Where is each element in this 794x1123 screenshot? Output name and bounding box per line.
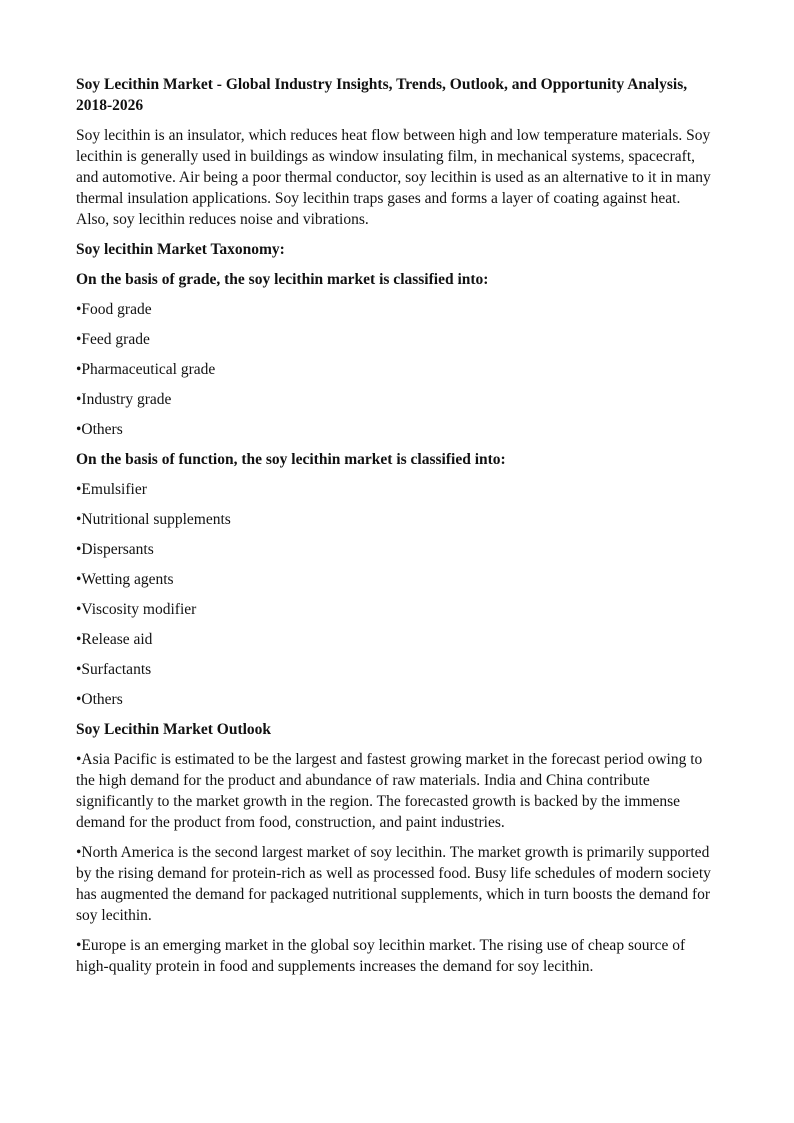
function-heading: On the basis of function, the soy lecithin market is classified into:: [76, 451, 506, 468]
list-item: •Food grade: [76, 301, 152, 318]
intro-paragraph: Soy lecithin is an insulator, which reduces heat flow between high and low temperature materials. Soy lecithin is generally used in buildings as window insulating film, in mechanical systems, spacecraft, and automotive. Air being a poor thermal conductor, soy lecithin is used as an alternative to it in many thermal insulation applications. Soy lecithin traps gases and forms a layer of coating against heat. Also, soy lecithin reduces noise and vibrations.: [76, 127, 711, 228]
document-page: [76, 74, 712, 986]
list-item: •Others: [76, 421, 123, 438]
list-item: •Viscosity modifier: [76, 601, 197, 618]
list-item: •Dispersants: [76, 541, 154, 558]
function-list: [76, 479, 712, 710]
grade-list: [76, 299, 712, 440]
outlook-paragraph-europe: •Europe is an emerging market in the global soy lecithin market. The rising use of cheap source of high-quality protein in food and supplements increases the demand for soy lecithin.: [76, 937, 686, 975]
outlook-paragraph-asia-pacific: •Asia Pacific is estimated to be the largest and fastest growing market in the forecast period owing to the high demand for the product and abundance of raw materials. India and China contribute significantly to the market growth in the region. The forecasted growth is backed by the immense demand for the product from food, construction, and paint industries.: [76, 751, 703, 831]
list-item: •Industry grade: [76, 391, 172, 408]
list-item: •Surfactants: [76, 661, 152, 678]
document-title: Soy Lecithin Market - Global Industry Insights, Trends, Outlook, and Opportunity Analysis, 2018-2026: [76, 76, 688, 114]
list-item: •Others: [76, 691, 123, 708]
grade-heading: On the basis of grade, the soy lecithin market is classified into:: [76, 271, 489, 288]
list-item: •Wetting agents: [76, 571, 174, 588]
list-item: •Feed grade: [76, 331, 150, 348]
list-item: •Emulsifier: [76, 481, 147, 498]
taxonomy-heading: Soy lecithin Market Taxonomy:: [76, 241, 285, 258]
outlook-paragraph-north-america: •North America is the second largest market of soy lecithin. The market growth is primarily supported by the rising demand for protein-rich as well as processed food. Busy life schedules of modern society has augmented the demand for packaged nutritional supplements, which in turn boosts the demand for soy lecithin.: [76, 844, 711, 924]
list-item: •Nutritional supplements: [76, 511, 231, 528]
list-item: •Release aid: [76, 631, 153, 648]
list-item: •Pharmaceutical grade: [76, 361, 216, 378]
outlook-heading: Soy Lecithin Market Outlook: [76, 721, 272, 738]
